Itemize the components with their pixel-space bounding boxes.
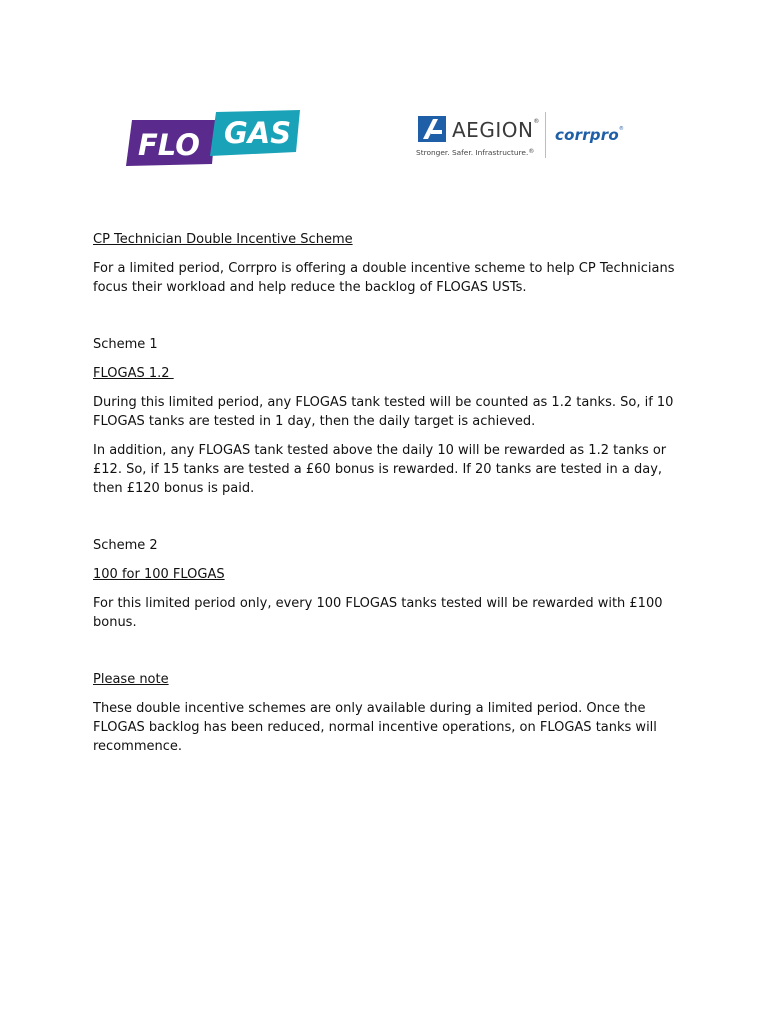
aegion-wordmark: AEGION® [452,118,540,142]
scheme1-label: Scheme 1 [93,337,158,352]
scheme1-name: FLOGAS 1.2 [93,366,174,381]
aegion-mark-icon [418,116,446,142]
note-paragraph: These double incentive schemes are only available during a limited period. Once the FLOGAS backlog has been reduced, normal incentive operations, on FLOGAS tanks will recommence. [93,701,657,754]
flogas-logo-flo: FLO [138,128,200,162]
intro-paragraph: For a limited period, Corrpro is offering a double incentive scheme to help CP Technicians focus their workload and help reduce the backlog of FLOGAS USTs. [93,261,675,295]
flogas-logo [124,110,302,168]
scheme1-paragraph-1: During this limited period, any FLOGAS tank tested will be counted as 1.2 tanks. So, if 10 FLOGAS tanks are tested in 1 day, then the daily target is achieved. [93,395,674,429]
note-heading: Please note [93,672,169,687]
document-title: CP Technician Double Incentive Scheme [93,232,353,247]
aegion-tagline: Stronger. Safer. Infrastructure.® [416,148,535,157]
aegion-corrpro-logo [414,110,644,162]
scheme2-paragraph-1: For this limited period only, every 100 FLOGAS tanks tested will be rewarded with £100 bonus. [93,596,663,630]
document-body [93,230,693,756]
scheme1-paragraph-2: In addition, any FLOGAS tank tested above the daily 10 will be rewarded as 1.2 tanks or £12. So, if 15 tanks are tested a £60 bonus is rewarded. If 20 tanks are tested in a day, then £120 bonus is paid. [93,443,667,496]
scheme2-name: 100 for 100 FLOGAS [93,567,225,582]
flogas-logo-gas: GAS [224,116,292,150]
logo-divider [545,112,546,158]
scheme2-label: Scheme 2 [93,538,158,553]
corrpro-wordmark: corrpro® [555,126,625,144]
